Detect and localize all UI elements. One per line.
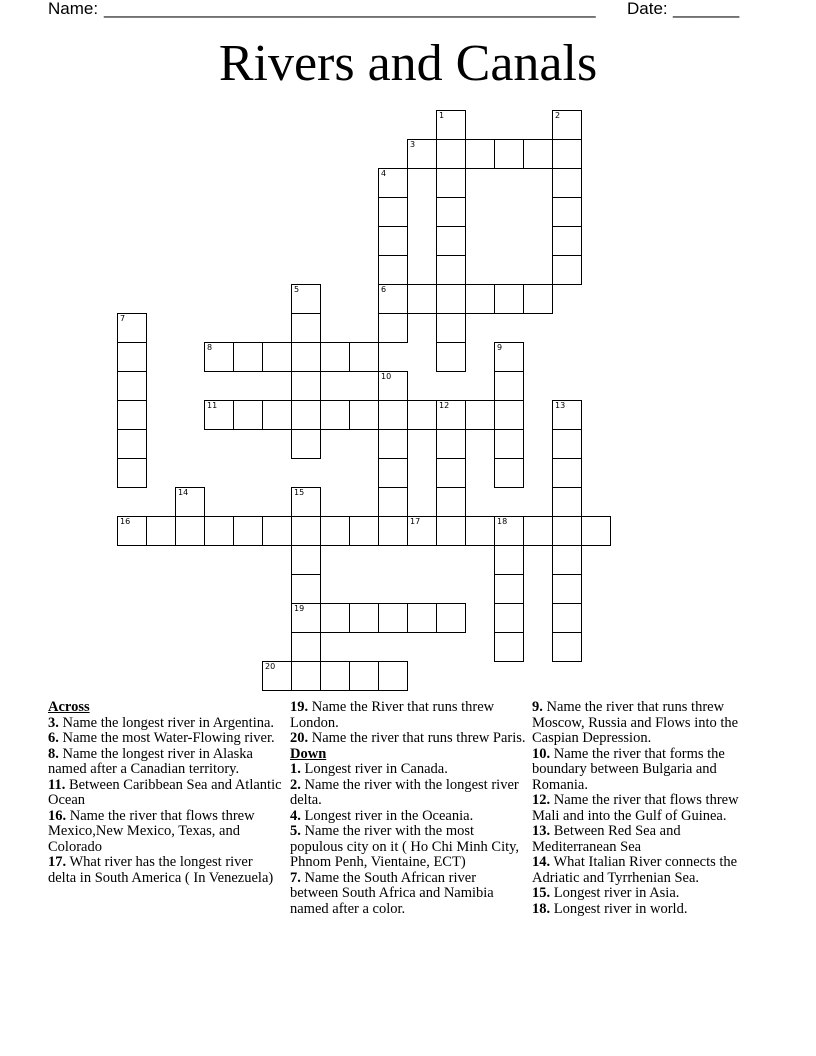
clue-number: 12.: [532, 792, 551, 808]
clue-number: 5.: [290, 823, 301, 839]
clue-across-6: [48, 731, 284, 747]
clue-number: 3.: [48, 714, 59, 731]
crossword-cell[interactable]: [291, 487, 321, 517]
crossword-cell[interactable]: [465, 284, 495, 314]
clue-text: Name the river that flows threw Mali and into the Gulf of Guinea.: [532, 792, 739, 824]
crossword-cell[interactable]: [146, 516, 176, 546]
crossword-cell[interactable]: [552, 574, 582, 604]
crossword-cell[interactable]: [407, 516, 437, 546]
crossword-cell[interactable]: [436, 139, 466, 169]
crossword-cell[interactable]: [291, 284, 321, 314]
crossword-cell[interactable]: [552, 110, 582, 140]
crossword-cell[interactable]: [117, 429, 147, 459]
cell-number: 6: [381, 285, 387, 294]
clue-number: 10.: [532, 745, 551, 762]
crossword-cell[interactable]: [175, 487, 205, 517]
cell-number: 9: [497, 343, 503, 352]
crossword-cell[interactable]: [407, 603, 437, 633]
crossword-cell[interactable]: [523, 284, 553, 314]
crossword-cell[interactable]: [494, 516, 524, 546]
crossword-cell[interactable]: [117, 371, 147, 401]
crossword-cell[interactable]: [291, 603, 321, 633]
clue-text: Name the river that runs threw Paris.: [311, 730, 526, 746]
crossword-cell[interactable]: [494, 603, 524, 633]
clue-text: What river has the longest river delta in South America ( In Venezuela): [48, 854, 274, 886]
clue-down-12: [532, 793, 768, 824]
crossword-cell[interactable]: [349, 400, 379, 430]
cell-number: 8: [207, 343, 213, 352]
clue-across-19: [290, 700, 526, 731]
clue-number: 6.: [48, 730, 59, 746]
crossword-cell[interactable]: [436, 487, 466, 517]
clue-number: 14.: [532, 854, 551, 870]
crossword-cell[interactable]: [436, 284, 466, 314]
cell-number: 4: [381, 169, 387, 178]
crossword-cell[interactable]: [407, 139, 437, 169]
clue-across-3: [48, 716, 284, 732]
crossword-cell[interactable]: [407, 284, 437, 314]
crossword-cell[interactable]: [552, 516, 582, 546]
clue-down-14: [532, 855, 768, 886]
crossword-cell[interactable]: [552, 139, 582, 169]
crossword-cell[interactable]: [436, 255, 466, 285]
crossword-cell[interactable]: [494, 574, 524, 604]
crossword-cell[interactable]: [291, 574, 321, 604]
cell-number: 5: [294, 285, 300, 294]
clue-number: 9.: [532, 699, 543, 715]
crossword-cell[interactable]: [552, 429, 582, 459]
crossword-cell[interactable]: [349, 342, 379, 372]
clue-down-7: [290, 871, 526, 918]
crossword-cell[interactable]: [494, 371, 524, 401]
crossword-cell[interactable]: [320, 516, 350, 546]
crossword-cell[interactable]: [175, 516, 205, 546]
cell-number: 7: [120, 314, 126, 323]
clue-text: Name the river with the most populous city on it ( Ho Chi Minh City, Phnom Penh, Vientaine, ECT): [290, 823, 520, 870]
crossword-cell[interactable]: [262, 342, 292, 372]
crossword-cell[interactable]: [436, 429, 466, 459]
clue-text: Name the River that runs threw London.: [290, 699, 495, 731]
crossword-cell[interactable]: [291, 342, 321, 372]
crossword-cell[interactable]: [233, 400, 263, 430]
date-blank-line[interactable]: _______: [673, 0, 740, 18]
clues-column-3: [532, 700, 768, 917]
down-heading: Down: [290, 745, 327, 762]
crossword-cell[interactable]: [378, 371, 408, 401]
clue-number: 19.: [290, 699, 309, 715]
crossword-cell[interactable]: [320, 400, 350, 430]
crossword-cell[interactable]: [378, 458, 408, 488]
crossword-cell[interactable]: [523, 516, 553, 546]
crossword-cell[interactable]: [233, 342, 263, 372]
crossword-cell[interactable]: [204, 516, 234, 546]
crossword-cell[interactable]: [494, 284, 524, 314]
crossword-cell[interactable]: [494, 429, 524, 459]
clue-text: Name the river that runs threw Moscow, Russia and Flows into the Caspian Depression.: [532, 699, 739, 746]
cell-number: 17: [410, 517, 421, 526]
crossword-cell[interactable]: [262, 516, 292, 546]
crossword-cell[interactable]: [378, 168, 408, 198]
crossword-cell[interactable]: [552, 545, 582, 575]
clue-text: Name the river that flows threw Mexico,New Mexico, Texas, and Colorado: [48, 807, 255, 855]
crossword-cell[interactable]: [320, 342, 350, 372]
cell-number: 2: [555, 111, 561, 120]
crossword-cell[interactable]: [581, 516, 611, 546]
clues-column-1: [48, 700, 284, 886]
clue-across-16: [48, 809, 284, 856]
clue-text: Longest river in Canada.: [304, 761, 448, 777]
clue-text: Between Red Sea and Mediterranean Sea: [532, 823, 681, 855]
crossword-cell[interactable]: [494, 632, 524, 662]
crossword-cell[interactable]: [262, 400, 292, 430]
clues-column-2: [290, 700, 526, 917]
name-blank-line[interactable]: ____________________________________________________: [104, 0, 596, 18]
name-label: Name:: [48, 0, 99, 18]
clue-text: Name the longest river in Alaska named after a Canadian territory.: [48, 745, 253, 777]
crossword-cell[interactable]: [291, 545, 321, 575]
clue-number: 7.: [290, 869, 301, 886]
clue-across-17: [48, 855, 284, 886]
clue-text: Name the river with the longest river delta.: [290, 776, 519, 808]
crossword-cell[interactable]: [291, 313, 321, 343]
crossword-cell[interactable]: [436, 342, 466, 372]
crossword-cell[interactable]: [291, 516, 321, 546]
crossword-cell[interactable]: [320, 603, 350, 633]
crossword-cell[interactable]: [552, 400, 582, 430]
clue-number: 20.: [290, 730, 309, 746]
crossword-cell[interactable]: [262, 661, 292, 691]
crossword-cell[interactable]: [349, 516, 379, 546]
crossword-cell[interactable]: [465, 516, 495, 546]
crossword-cell[interactable]: [436, 603, 466, 633]
crossword-cell[interactable]: [436, 110, 466, 140]
cell-number: 10: [381, 372, 392, 381]
crossword-cell[interactable]: [378, 487, 408, 517]
crossword-cell[interactable]: [494, 400, 524, 430]
cell-number: 20: [265, 662, 276, 671]
crossword-cell[interactable]: [552, 226, 582, 256]
clue-number: 13.: [532, 823, 551, 839]
cell-number: 14: [178, 488, 189, 497]
crossword-cell[interactable]: [291, 661, 321, 691]
crossword-cell[interactable]: [436, 197, 466, 227]
clue-number: 11.: [48, 776, 66, 793]
clue-down-9: [532, 700, 768, 747]
clue-number: 2.: [290, 776, 301, 793]
clue-down-1: [290, 762, 526, 778]
clue-number: 16.: [48, 807, 67, 824]
crossword-cell[interactable]: [552, 197, 582, 227]
crossword-cell[interactable]: [494, 545, 524, 575]
crossword-cell[interactable]: [204, 400, 234, 430]
crossword-cell[interactable]: [378, 313, 408, 343]
crossword-cell[interactable]: [291, 400, 321, 430]
clue-number: 18.: [532, 900, 551, 917]
clue-number: 15.: [532, 885, 551, 901]
crossword-cell[interactable]: [436, 458, 466, 488]
cell-number: 1: [439, 111, 445, 120]
crossword-cell[interactable]: [436, 168, 466, 198]
cell-number: 16: [120, 517, 131, 526]
clue-number: 1.: [290, 761, 301, 777]
crossword-cell[interactable]: [117, 342, 147, 372]
crossword-cell[interactable]: [378, 661, 408, 691]
clue-down-13: [532, 824, 768, 855]
date-label: Date:: [627, 0, 668, 18]
crossword-cell[interactable]: [378, 429, 408, 459]
clue-number: 8.: [48, 745, 59, 762]
crossword-cell[interactable]: [349, 661, 379, 691]
crossword-cell[interactable]: [117, 400, 147, 430]
clue-number: 4.: [290, 807, 301, 824]
crossword-cell[interactable]: [291, 371, 321, 401]
clue-down-2: [290, 778, 526, 809]
crossword-cell[interactable]: [465, 400, 495, 430]
clue-across-20: [290, 731, 526, 747]
crossword-cell[interactable]: [436, 400, 466, 430]
crossword-cell[interactable]: [436, 226, 466, 256]
cell-number: 18: [497, 517, 508, 526]
cell-number: 15: [294, 488, 305, 497]
crossword-cell[interactable]: [378, 255, 408, 285]
crossword-cell[interactable]: [552, 487, 582, 517]
cell-number: 11: [207, 401, 218, 410]
clue-text: Between Caribbean Sea and Atlantic Ocean: [48, 776, 282, 808]
cell-number: 19: [294, 604, 305, 613]
clue-text: Longest river in world.: [553, 900, 688, 917]
crossword-cell[interactable]: [552, 168, 582, 198]
crossword-cell[interactable]: [378, 284, 408, 314]
crossword-cell[interactable]: [204, 342, 234, 372]
crossword-cell[interactable]: [378, 197, 408, 227]
clue-across-8: [48, 747, 284, 778]
crossword-cell[interactable]: [117, 313, 147, 343]
crossword-cell[interactable]: [494, 139, 524, 169]
clue-down-4: [290, 809, 526, 825]
crossword-cell[interactable]: [436, 313, 466, 343]
crossword-cell[interactable]: [552, 632, 582, 662]
crossword-cell[interactable]: [436, 516, 466, 546]
crossword-cell[interactable]: [378, 226, 408, 256]
crossword-cell[interactable]: [494, 342, 524, 372]
crossword-cell[interactable]: [117, 458, 147, 488]
clue-text: Longest river in Asia.: [553, 885, 680, 901]
crossword-cell[interactable]: [233, 516, 263, 546]
crossword-cell[interactable]: [552, 458, 582, 488]
crossword-cell[interactable]: [494, 458, 524, 488]
clue-text: Name the river that forms the boundary between Bulgaria and Romania.: [532, 745, 725, 793]
clue-text: Name the South African river between South Africa and Namibia named after a color.: [290, 869, 494, 917]
crossword-cell[interactable]: [117, 516, 147, 546]
clue-text: Name the longest river in Argentina.: [62, 714, 275, 731]
puzzle-title: Rivers and Canals: [218, 35, 598, 92]
crossword-cell[interactable]: [407, 400, 437, 430]
crossword-cell[interactable]: [378, 400, 408, 430]
clue-text: Name the most Water-Flowing river.: [62, 730, 275, 746]
crossword-cell[interactable]: [349, 603, 379, 633]
crossword-cell[interactable]: [552, 255, 582, 285]
clue-number: 17.: [48, 854, 67, 870]
crossword-cell[interactable]: [291, 429, 321, 459]
clue-down-15: [532, 886, 768, 902]
cell-number: 3: [410, 140, 416, 149]
across-heading: Across: [48, 699, 90, 715]
clue-down-18: [532, 902, 768, 918]
crossword-cell[interactable]: [378, 516, 408, 546]
clue-across-11: [48, 778, 284, 809]
crossword-cell[interactable]: [378, 603, 408, 633]
clue-down-5: [290, 824, 526, 871]
clue-down-10: [532, 747, 768, 794]
cell-number: 12: [439, 401, 450, 410]
crossword-cell[interactable]: [291, 632, 321, 662]
crossword-cell[interactable]: [465, 139, 495, 169]
crossword-cell[interactable]: [552, 603, 582, 633]
clue-text: Longest river in the Oceania.: [304, 807, 474, 824]
crossword-cell[interactable]: [523, 139, 553, 169]
cell-number: 13: [555, 401, 566, 410]
clue-text: What Italian River connects the Adriatic and Tyrrhenian Sea.: [532, 854, 738, 886]
crossword-cell[interactable]: [320, 661, 350, 691]
